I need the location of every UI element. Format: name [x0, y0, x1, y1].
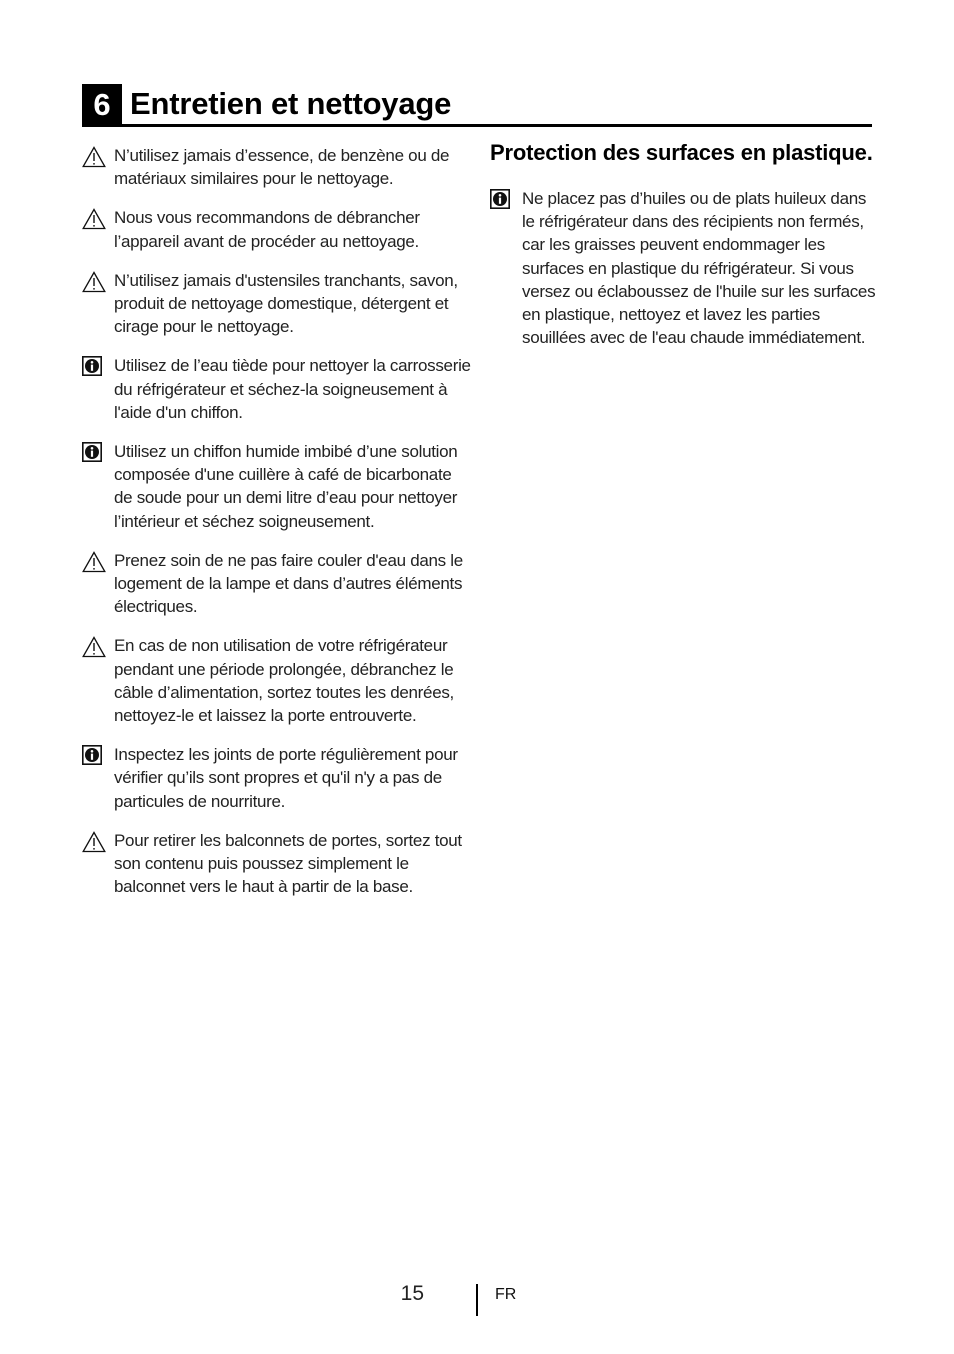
warning-icon — [82, 206, 114, 232]
page-title: Entretien et nettoyage — [130, 86, 452, 121]
info-icon — [82, 743, 114, 769]
note-text: En cas de non utilisation de votre réfrigérateur pendant une période prolongée, débranchez le câble d’alimentation, sortez toutes les denrées, nettoyez-le et laissez la porte entrouverte. — [114, 636, 454, 726]
left-column — [82, 144, 472, 914]
note-text: N’utilisez jamais d'ustensiles tranchants, savon, produit de nettoyage domestique, détergent et cirage pour le nettoyage. — [114, 270, 458, 337]
note-item — [82, 206, 472, 252]
warning-icon — [82, 549, 114, 575]
note-item — [82, 549, 472, 619]
note-item — [82, 743, 472, 813]
note-item — [82, 829, 472, 899]
language-code: FR — [495, 1286, 517, 1303]
note-item — [82, 354, 472, 424]
note-text: Inspectez les joints de porte régulièrement pour vérifier qu’ils sont propres et qu'il n'y a pas de particules de nourriture. — [114, 745, 458, 811]
page-number: 15 — [400, 1282, 424, 1305]
note-text: Utilisez un chiffon humide imbibé d’une solution composée d'une cuillère à café de bicarbonate de soude pour un demi litre d’eau pour nettoyer l’intérieur et séchez soigneusement. — [114, 442, 458, 531]
warning-icon — [82, 634, 114, 660]
warning-icon — [82, 269, 114, 295]
note-text: N’utilisez jamais d’essence, de benzène ou de matériaux similaires pour le nettoyage. — [114, 146, 450, 189]
note-text: Nous vous recommandons de débrancher l’appareil avant de procéder au nettoyage. — [114, 208, 420, 251]
note-item — [490, 187, 880, 349]
chapter-number: 6 — [82, 84, 122, 124]
note-text: Utilisez de l’eau tiède pour nettoyer la carrosserie du réfrigérateur et séchez-la soigneusement à l'aide d'un chiffon. — [114, 356, 471, 422]
warning-icon — [82, 829, 114, 855]
note-item — [82, 144, 472, 190]
footer-divider — [476, 1284, 478, 1316]
note-text: Ne placez pas d’huiles ou de plats huileux dans le réfrigérateur dans des récipients non fermés, car les graisses peuvent endommager les surfaces en plastique du réfrigérateur. Si vous versez ou éclaboussez de l'huile sur les surfaces en plastique, nettoyez et lavez les parties souillées avec de l'eau chaude immédiatement. — [522, 189, 876, 348]
note-item — [82, 269, 472, 339]
chapter-header — [82, 80, 872, 127]
note-text: Pour retirer les balconnets de portes, sortez tout son contenu puis poussez simplement le balconnet vers le haut à partir de la base. — [114, 830, 462, 897]
section-heading: Protection des surfaces en plastique. — [490, 140, 873, 165]
info-icon — [82, 440, 114, 466]
note-text: Prenez soin de ne pas faire couler d'eau dans le logement de la lampe et dans d’autres éléments électriques. — [114, 550, 463, 617]
warning-icon — [82, 144, 114, 170]
note-item — [82, 440, 472, 533]
page-footer — [0, 1280, 954, 1320]
info-icon — [82, 354, 114, 380]
right-column — [490, 140, 880, 365]
info-icon — [490, 187, 522, 213]
note-item — [82, 634, 472, 727]
